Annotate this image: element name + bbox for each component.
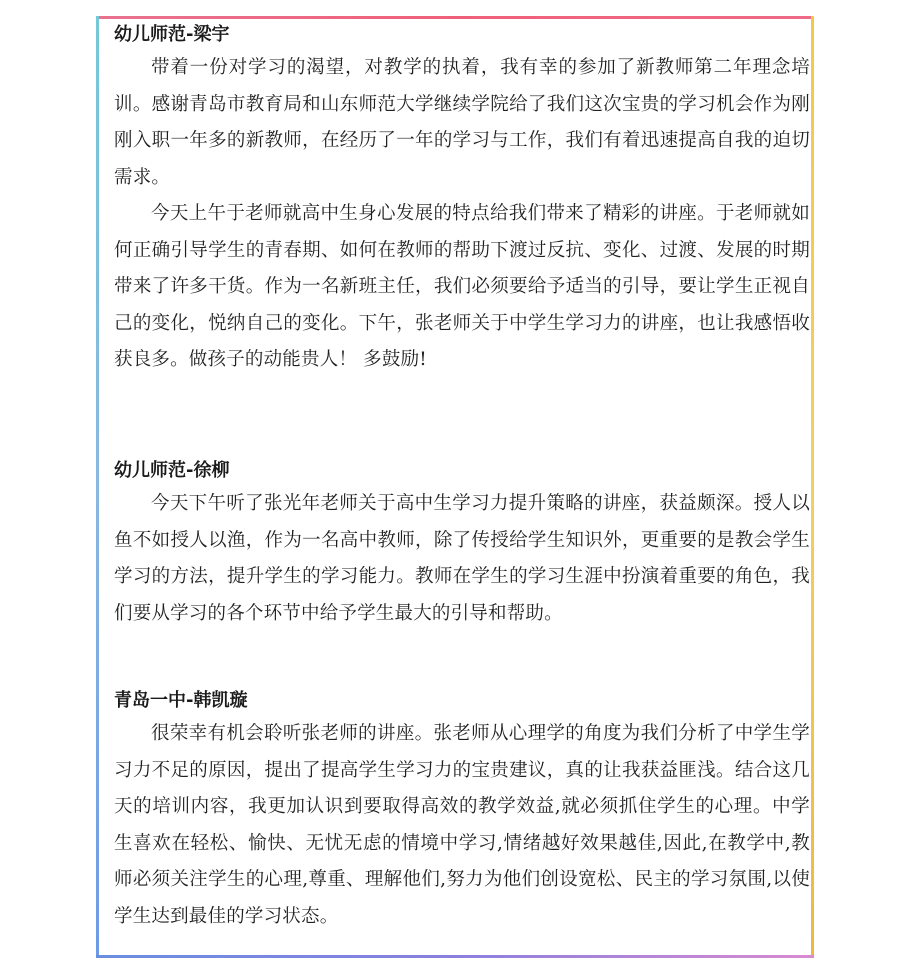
- frame-bottom-border: [96, 955, 814, 958]
- section-heading: 幼儿师范-徐柳: [114, 460, 230, 481]
- frame-right-border: [811, 16, 814, 958]
- section-han-kaixuan: [114, 688, 810, 935]
- section-liang-yu: [114, 22, 810, 379]
- section-paragraph: 今天上午于老师就高中生身心发展的特点给我们带来了精彩的讲座。于老师就如何正确引导学生的青春期、如何在教师的帮助下渡过反抗、变化、过渡、发展的时期带来了许多干货。作为一名新班主任，我们必须要给予适当的引导，要让学生正视自己的变化，悦纳自己的变化。下午，张老师关于中学生学习力的讲座，也让我感悟收获良多。做孩子的动能贵人！ 多鼓励!: [114, 203, 810, 370]
- section-paragraph: 今天下午听了张光年老师关于高中生学习力提升策略的讲座，获益颇深。授人以鱼不如授人以渔，作为一名高中教师，除了传授给学生知识外，更重要的是教会学生学习的方法，提升学生的学习能力。教师在学生的学习生涯中扮演着重要的角色，我们要从学习的各个环节中给予学生最大的引导和帮助。: [114, 493, 810, 624]
- section-heading: 青岛一中-韩凯璇: [114, 690, 248, 711]
- section-xu-liu: [114, 458, 810, 632]
- section-paragraph: 带着一份对学习的渴望，对教学的执着，我有幸的参加了新教师第二年理念培训。感谢青岛市教育局和山东师范大学继续学院给了我们这次宝贵的学习机会作为刚刚入职一年多的新教师，在经历了一年的学习与工作，我们有着迅速提高自我的迫切需求。: [114, 57, 810, 188]
- frame-top-border: [96, 16, 814, 19]
- section-paragraph: 很荣幸有机会聆听张老师的讲座。张老师从心理学的角度为我们分析了中学生学习力不足的原因，提出了提高学生学习力的宝贵建议，真的让我获益匪浅。结合这几天的培训内容，我更加认识到要取得高效的教学效益,就必须抓住学生的心理。中学生喜欢在轻松、愉快、无忧无虑的情境中学习,情绪越好效果越佳,因此,在教学中,教师必须关注学生的心理,尊重、理解他们,努力为他们创设宽松、民主的学习氛围,以使学生达到最佳的学习状态。: [114, 723, 810, 927]
- frame-left-border: [96, 16, 99, 958]
- section-heading: 幼儿师范-梁宇: [114, 24, 230, 45]
